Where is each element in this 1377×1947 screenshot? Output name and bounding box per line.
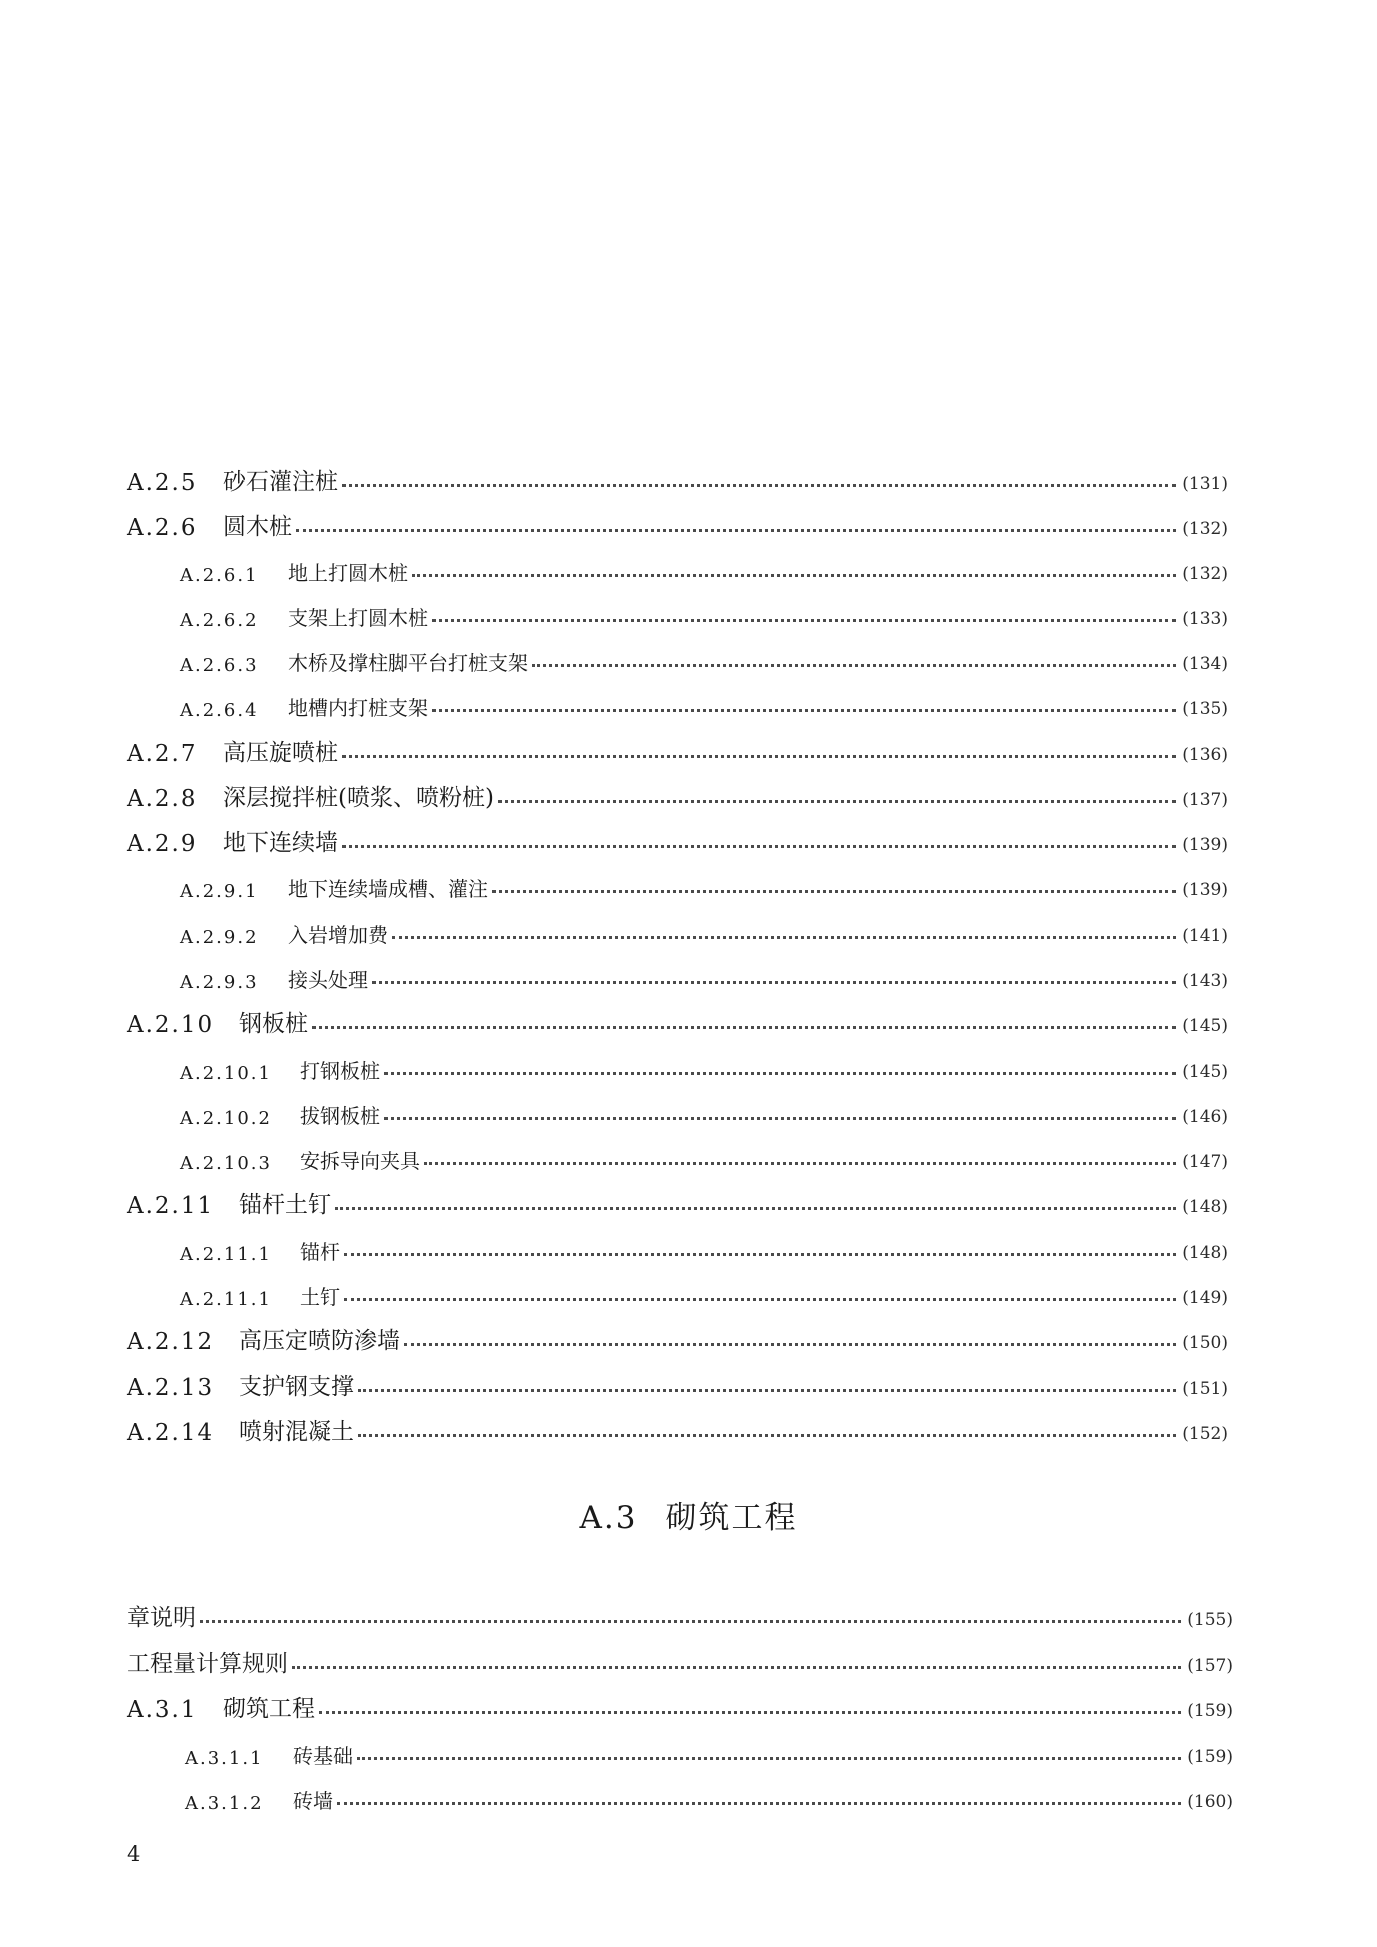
entry-title: 拔钢板桩 bbox=[300, 1104, 380, 1128]
dot-leader bbox=[200, 1619, 1181, 1623]
entry-number: A.3.1.1 bbox=[185, 1748, 264, 1769]
dot-leader bbox=[392, 935, 1176, 939]
entry-number: A.2.6 bbox=[127, 515, 198, 541]
entry-page: (135) bbox=[1182, 699, 1228, 719]
entry-number: A.2.6.4 bbox=[180, 700, 259, 721]
entry-page: (148) bbox=[1182, 1197, 1228, 1217]
entry-page: (157) bbox=[1187, 1656, 1233, 1676]
entry-number: A.2.14 bbox=[127, 1420, 215, 1446]
entry-title: 高压定喷防渗墙 bbox=[239, 1328, 400, 1354]
entry-number: A.2.10.1 bbox=[180, 1063, 272, 1084]
toc-entry[interactable] bbox=[180, 1270, 1228, 1310]
dot-leader bbox=[292, 1665, 1181, 1669]
dot-leader bbox=[432, 618, 1176, 622]
entry-page: (159) bbox=[1187, 1701, 1233, 1721]
toc-entry[interactable] bbox=[180, 681, 1228, 721]
entry-page: (159) bbox=[1187, 1747, 1233, 1767]
dot-leader bbox=[312, 1025, 1176, 1029]
entry-title: 锚杆土钉 bbox=[239, 1192, 331, 1218]
entry-page: (145) bbox=[1182, 1016, 1228, 1036]
entry-number: A.2.9.1 bbox=[180, 881, 259, 902]
toc-entry[interactable] bbox=[185, 1729, 1233, 1769]
entry-number: A.2.9 bbox=[127, 831, 198, 857]
entry-number: A.2.10.2 bbox=[180, 1108, 272, 1129]
entry-page: (146) bbox=[1182, 1107, 1228, 1127]
entry-number: A.2.6.3 bbox=[180, 655, 259, 676]
entry-number: A.2.13 bbox=[127, 1375, 215, 1401]
section-heading-a3 bbox=[0, 1492, 1377, 1537]
entry-title: 安拆导向夹具 bbox=[300, 1149, 420, 1173]
toc-entry[interactable] bbox=[127, 1683, 1233, 1723]
entry-number: A.2.9.3 bbox=[180, 972, 259, 993]
toc-entry[interactable] bbox=[127, 1179, 1228, 1219]
entry-title: 砖基础 bbox=[293, 1744, 353, 1768]
dot-leader bbox=[342, 844, 1176, 848]
toc-entry[interactable] bbox=[127, 501, 1228, 541]
entry-title: 地上打圆木桩 bbox=[288, 561, 408, 585]
entry-title: 高压旋喷桩 bbox=[223, 740, 338, 766]
toc-entry[interactable] bbox=[127, 998, 1228, 1038]
entry-title: 支架上打圆木桩 bbox=[288, 606, 428, 630]
entry-number: A.2.11 bbox=[127, 1193, 215, 1219]
dot-leader bbox=[404, 1342, 1176, 1346]
entry-number: A.2.5 bbox=[127, 470, 198, 496]
toc-entry[interactable] bbox=[180, 546, 1228, 586]
dot-leader bbox=[372, 980, 1176, 984]
entry-number: A.2.12 bbox=[127, 1329, 215, 1355]
toc-entry[interactable] bbox=[180, 1044, 1228, 1084]
toc-entry[interactable] bbox=[127, 772, 1228, 812]
toc-entry[interactable] bbox=[127, 1592, 1233, 1632]
dot-leader bbox=[335, 1206, 1176, 1210]
entry-page: (137) bbox=[1182, 790, 1228, 810]
dot-leader bbox=[432, 708, 1176, 712]
entry-page: (149) bbox=[1182, 1288, 1228, 1308]
entry-number: A.2.6.1 bbox=[180, 565, 259, 586]
entry-title: 地槽内打桩支架 bbox=[288, 696, 428, 720]
entry-title: 打钢板桩 bbox=[300, 1059, 380, 1083]
entry-title: 地下连续墙 bbox=[223, 830, 338, 856]
dot-leader bbox=[296, 528, 1176, 532]
entry-title: 入岩增加费 bbox=[288, 923, 388, 947]
toc-entry[interactable] bbox=[127, 1406, 1228, 1446]
dot-leader bbox=[424, 1161, 1176, 1165]
dot-leader bbox=[358, 1388, 1176, 1392]
entry-number: A.2.9.2 bbox=[180, 927, 259, 948]
dot-leader bbox=[384, 1071, 1176, 1075]
dot-leader bbox=[358, 1433, 1176, 1437]
toc-entry[interactable] bbox=[180, 862, 1228, 902]
entry-title: 地下连续墙成槽、灌注 bbox=[288, 877, 488, 901]
entry-page: (152) bbox=[1182, 1424, 1228, 1444]
toc-entry[interactable] bbox=[127, 817, 1228, 857]
entry-page: (145) bbox=[1182, 1062, 1228, 1082]
entry-number: A.2.7 bbox=[127, 741, 198, 767]
toc-entry[interactable] bbox=[127, 1315, 1228, 1355]
entry-title: 砌筑工程 bbox=[223, 1696, 315, 1722]
entry-page: (147) bbox=[1182, 1152, 1228, 1172]
entry-page: (131) bbox=[1182, 474, 1228, 494]
section-number: A.3 bbox=[579, 1500, 638, 1536]
entry-title: 工程量计算规则 bbox=[127, 1651, 288, 1677]
entry-page: (133) bbox=[1182, 609, 1228, 629]
dot-leader bbox=[319, 1710, 1181, 1714]
entry-title: 支护钢支撑 bbox=[239, 1374, 354, 1400]
entry-title: 接头处理 bbox=[288, 968, 368, 992]
dot-leader bbox=[342, 483, 1176, 487]
entry-number: A.2.11.1 bbox=[180, 1244, 272, 1265]
entry-number: A.2.10 bbox=[127, 1012, 215, 1038]
entry-title: 砖墙 bbox=[293, 1789, 333, 1813]
entry-page: (150) bbox=[1182, 1333, 1228, 1353]
entry-page: (143) bbox=[1182, 971, 1228, 991]
entry-number: A.3.1.2 bbox=[185, 1793, 264, 1814]
entry-number: A.2.8 bbox=[127, 786, 198, 812]
entry-title: 土钉 bbox=[300, 1285, 340, 1309]
entry-page: (132) bbox=[1182, 519, 1228, 539]
entry-page: (148) bbox=[1182, 1243, 1228, 1263]
dot-leader bbox=[337, 1801, 1181, 1805]
toc-entry[interactable] bbox=[180, 953, 1228, 993]
entry-page: (151) bbox=[1182, 1379, 1228, 1399]
dot-leader bbox=[344, 1252, 1176, 1256]
toc-entry[interactable] bbox=[127, 1361, 1228, 1401]
toc-entry[interactable] bbox=[127, 727, 1228, 767]
entry-title: 钢板桩 bbox=[239, 1011, 308, 1037]
page-number: 4 bbox=[127, 1842, 141, 1866]
toc-entry[interactable] bbox=[185, 1774, 1233, 1814]
entry-page: (160) bbox=[1187, 1792, 1233, 1812]
dot-leader bbox=[492, 889, 1176, 893]
toc-entry[interactable] bbox=[127, 1638, 1233, 1678]
entry-title: 木桥及撑柱脚平台打桩支架 bbox=[288, 651, 528, 675]
toc-entry[interactable] bbox=[127, 456, 1228, 496]
dot-leader bbox=[342, 754, 1176, 758]
entry-number: A.2.10.3 bbox=[180, 1153, 272, 1174]
dot-leader bbox=[344, 1297, 1176, 1301]
entry-title: 圆木桩 bbox=[223, 514, 292, 540]
entry-title: 锚杆 bbox=[300, 1240, 340, 1264]
toc-entry[interactable] bbox=[180, 1089, 1228, 1129]
section-title: 砌筑工程 bbox=[665, 1500, 798, 1536]
toc-entry[interactable] bbox=[180, 1134, 1228, 1174]
dot-leader bbox=[498, 799, 1176, 803]
toc-entry[interactable] bbox=[180, 636, 1228, 676]
entry-page: (136) bbox=[1182, 745, 1228, 765]
entry-page: (139) bbox=[1182, 880, 1228, 900]
entry-page: (155) bbox=[1187, 1610, 1233, 1630]
toc-entry[interactable] bbox=[180, 908, 1228, 948]
dot-leader bbox=[412, 573, 1176, 577]
toc-entry[interactable] bbox=[180, 591, 1228, 631]
dot-leader bbox=[384, 1116, 1176, 1120]
entry-page: (134) bbox=[1182, 654, 1228, 674]
entry-title: 喷射混凝土 bbox=[239, 1419, 354, 1445]
entry-title: 章说明 bbox=[127, 1605, 196, 1631]
entry-title: 砂石灌注桩 bbox=[223, 469, 338, 495]
dot-leader bbox=[532, 663, 1176, 667]
entry-title: 深层搅拌桩(喷浆、喷粉桩) bbox=[223, 785, 494, 811]
entry-page: (132) bbox=[1182, 564, 1228, 584]
dot-leader bbox=[357, 1756, 1181, 1760]
toc-entry[interactable] bbox=[180, 1225, 1228, 1265]
entry-page: (141) bbox=[1182, 926, 1228, 946]
entry-page: (139) bbox=[1182, 835, 1228, 855]
entry-number: A.3.1 bbox=[127, 1697, 198, 1723]
entry-number: A.2.11.1 bbox=[180, 1289, 272, 1310]
entry-number: A.2.6.2 bbox=[180, 610, 259, 631]
